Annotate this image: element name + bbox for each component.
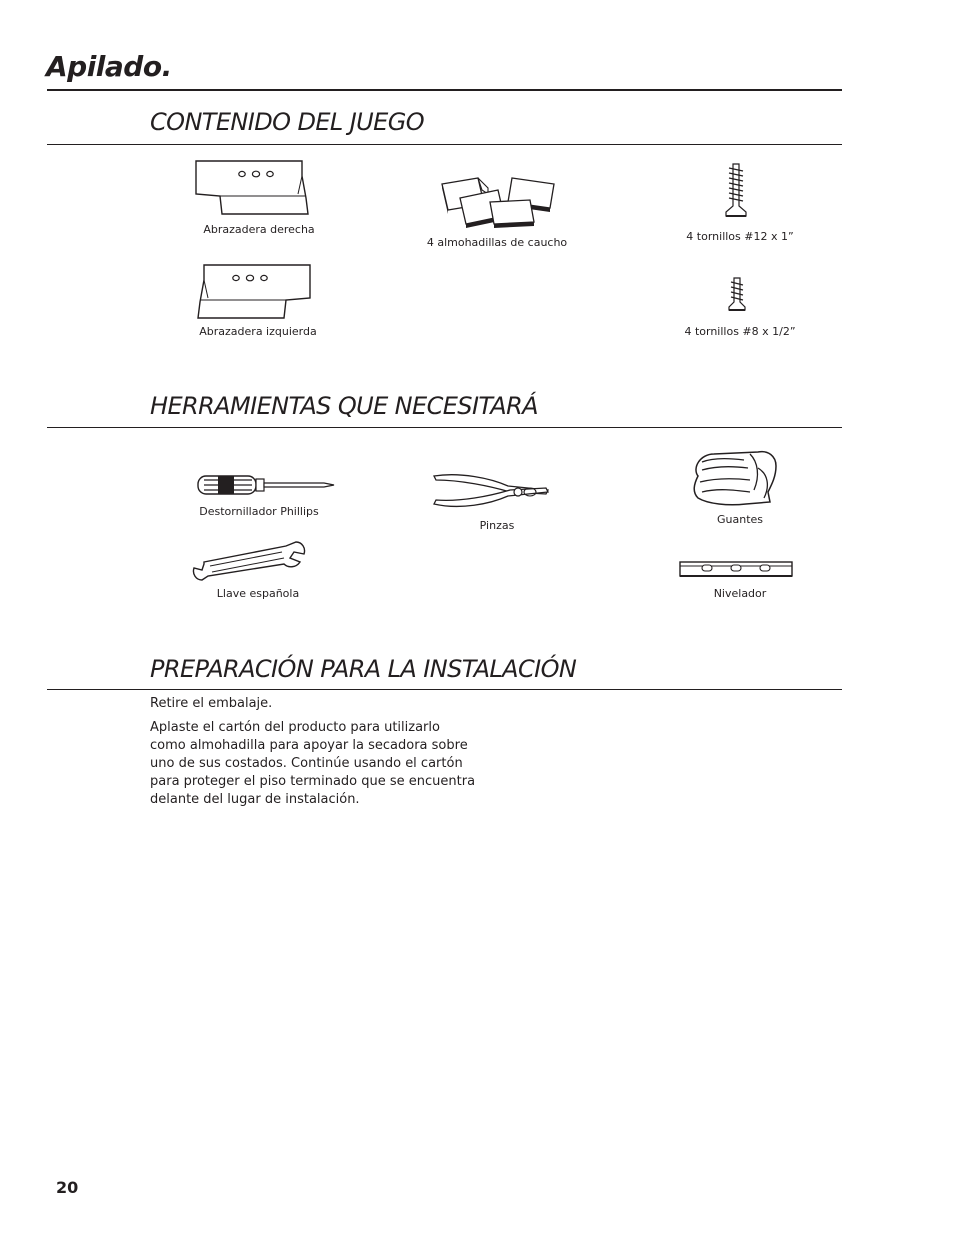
left-bracket-caption: Abrazadera izquierda (199, 325, 317, 338)
pliers-illustration (430, 470, 550, 512)
page-number: 20 (56, 1178, 79, 1197)
screw-8-caption: 4 tornillos #8 x 1/2” (684, 325, 796, 338)
right-bracket-icon (194, 158, 312, 216)
gloves-caption: Guantes (716, 513, 764, 526)
pliers-icon (430, 470, 550, 512)
rubber-pads-caption: 4 almohadillas de caucho (426, 236, 568, 249)
wrench-illustration (190, 538, 308, 582)
rubber-pads-illustration (438, 174, 558, 230)
screwdriver-caption: Destornillador Phillips (199, 505, 319, 518)
gloves-icon (688, 448, 782, 508)
wrench-icon (190, 538, 308, 582)
title-rule (47, 89, 842, 91)
level-illustration (678, 558, 794, 580)
kit-heading: CONTENIDO DEL JUEGO (150, 108, 424, 136)
prep-step-remove-packaging: Retire el embalaje. (150, 696, 273, 711)
level-caption: Nivelador (713, 587, 767, 600)
prep-step-carton-line: para proteger el piso terminado que se encuentra (150, 774, 476, 789)
right-bracket-illustration (194, 158, 312, 216)
prep-step-carton-line: como almohadilla para apoyar la secadora sobre (150, 738, 468, 753)
tools-rule (47, 427, 842, 428)
wrench-caption: Llave española (216, 587, 300, 600)
screw-long-icon (722, 162, 750, 222)
screwdriver-illustration (196, 472, 338, 498)
level-icon (678, 558, 794, 580)
screwdriver-icon (196, 472, 338, 498)
prep-rule (47, 689, 842, 690)
prep-step-carton-line: uno de sus costados. Continúe usando el cartón (150, 756, 463, 771)
screw-8-illustration (726, 276, 748, 314)
tools-heading: HERRAMIENTAS QUE NECESITARÁ (150, 392, 538, 420)
left-bracket-icon (194, 262, 312, 320)
prep-heading: PREPARACIÓN PARA LA INSTALACIÓN (150, 655, 577, 683)
kit-rule (47, 144, 842, 145)
screw-short-icon (726, 276, 748, 314)
page-title: Apilado. (46, 50, 172, 83)
prep-step-carton-line: delante del lugar de instalación. (150, 792, 360, 807)
gloves-illustration (688, 448, 782, 508)
pliers-caption: Pinzas (479, 519, 515, 532)
screw-12-illustration (722, 162, 750, 222)
prep-step-carton-line: Aplaste el cartón del producto para utilizarlo (150, 720, 440, 735)
screw-12-caption: 4 tornillos #12 x 1” (686, 230, 794, 243)
prep-step-carton (150, 719, 475, 809)
left-bracket-illustration (194, 262, 312, 320)
right-bracket-caption: Abrazadera derecha (203, 223, 315, 236)
rubber-pads-icon (438, 174, 558, 230)
